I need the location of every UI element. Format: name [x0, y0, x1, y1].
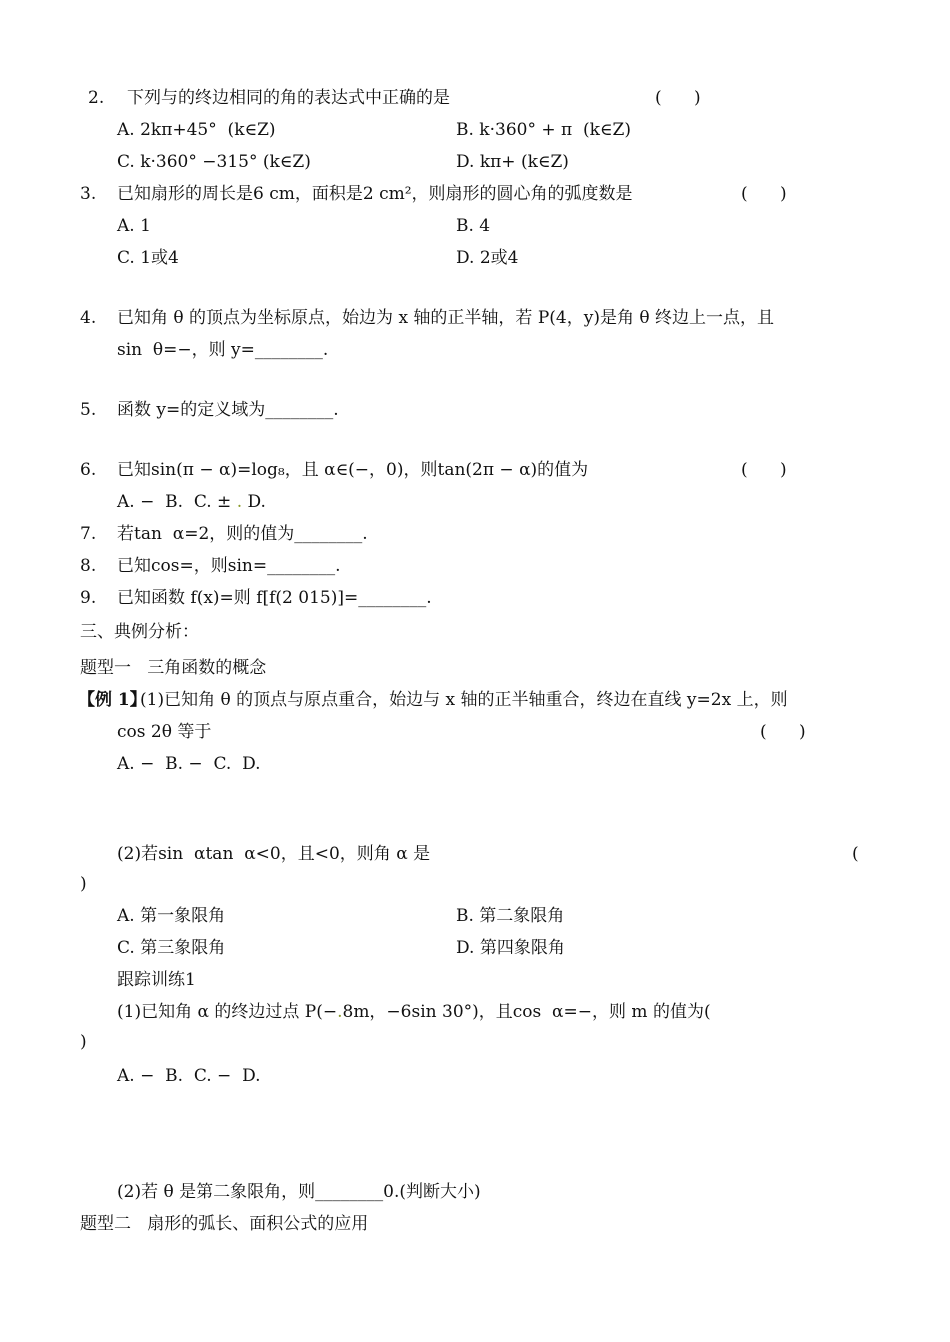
q3-option-c: C. 1或4 — [117, 248, 179, 268]
q9-number: 9. — [80, 588, 97, 608]
q6-text: 已知sin(π − α)=log₈，且 α∈(−，0)，则tan(2π − α)的值为 — [117, 460, 589, 480]
example1b-option-d: D. 第四象限角 — [456, 938, 565, 958]
example1-line2: cos 2θ 等于 — [117, 722, 212, 742]
example1-tag: 【例 1】 — [78, 690, 147, 710]
type1-heading: 题型一 三角函数的概念 — [80, 658, 267, 678]
q3-answer-paren: ( ) — [741, 184, 787, 204]
q4-line1: 已知角 θ 的顶点为坐标原点，始边为 x 轴的正半轴，若 P(4，y)是角 θ 终边上一点，且 — [117, 308, 775, 328]
q8-text: 已知cos=，则sin=________. — [117, 556, 341, 576]
q2-option-a: A. 2kπ+45° (k∈Z) — [117, 120, 276, 140]
q7-number: 7. — [80, 524, 97, 544]
example1b-paren-close: ) — [80, 874, 87, 894]
track-q1-pre: (1)已知角 α 的终边过点 P(− — [117, 1002, 338, 1022]
q6-option-d: D. — [247, 492, 266, 512]
q3-option-a: A. 1 — [117, 216, 151, 236]
example1b-option-b: B. 第二象限角 — [456, 906, 565, 926]
q3-number: 3. — [80, 184, 97, 204]
q6-options-text: A. − B. C. ± — [117, 492, 232, 512]
track-q2: (2)若 θ 是第二象限角，则________0.(判断大小) — [117, 1182, 481, 1202]
q2-answer-paren: ( ) — [655, 88, 701, 108]
example1b-paren-open: ( — [852, 844, 859, 864]
q3-text: 已知扇形的周长是6 cm，面积是2 cm²，则扇形的圆心角的弧度数是 — [117, 184, 633, 204]
q8-number: 8. — [80, 556, 97, 576]
q4-number: 4. — [80, 308, 97, 328]
example1b-option-a: A. 第一象限角 — [117, 906, 226, 926]
example1b-text: (2)若sin αtan α<0，且<0，则角 α 是 — [117, 844, 431, 864]
q4-line2: sin θ=−，则 y=________. — [117, 340, 329, 360]
q2-option-d: D. kπ+ (k∈Z) — [456, 152, 569, 172]
q2-option-c: C. k·360° −315° (k∈Z) — [117, 152, 311, 172]
track-q1 — [117, 1004, 711, 1021]
q2-number: 2. — [88, 88, 105, 108]
q6-answer-paren: ( ) — [741, 460, 787, 480]
q6-number: 6. — [80, 460, 97, 480]
track-title: 跟踪训练1 — [117, 970, 196, 990]
track-q1-highlight-mark: . — [337, 1002, 343, 1022]
track-q1-paren-close: ) — [80, 1032, 87, 1052]
q2-option-b: B. k·360° + π (k∈Z) — [456, 120, 631, 140]
example1b-option-c: C. 第三象限角 — [117, 938, 226, 958]
q3-option-d: D. 2或4 — [456, 248, 519, 268]
track-q1-options: A. − B. C. − D. — [117, 1066, 261, 1086]
example1-answer-paren: ( ) — [760, 722, 806, 742]
type2-heading: 题型二 扇形的弧长、面积公式的应用 — [80, 1214, 369, 1234]
q2-text: 下列与的终边相同的角的表达式中正确的是 — [127, 88, 450, 108]
q3-option-b: B. 4 — [456, 216, 491, 236]
q6-options — [117, 494, 266, 511]
track-q1-post: 8m，−6sin 30°)，且cos α=−，则 m 的值为( — [342, 1002, 711, 1022]
section-heading: 三、典例分析： — [80, 622, 199, 642]
q6-highlight-mark: . — [236, 492, 243, 512]
q7-text: 若tan α=2，则的值为________. — [117, 524, 368, 544]
example1-options: A. − B. − C. D. — [117, 754, 261, 774]
q9-text: 已知函数 f(x)=则 f[f(2 015)]=________. — [117, 588, 432, 608]
q5-number: 5. — [80, 400, 97, 420]
example1-line1: (1)已知角 θ 的顶点与原点重合，始边与 x 轴的正半轴重合，终边在直线 y=2x 上，则 — [140, 690, 788, 710]
q5-text: 函数 y=的定义域为________. — [117, 400, 339, 420]
